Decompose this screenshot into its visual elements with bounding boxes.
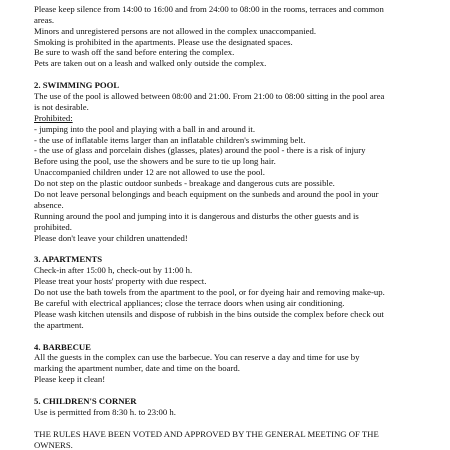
- general-rule-line: Please keep silence from 14:00 to 16:00 and from 24:00 to 08:00 in the rooms, terraces and common: [34, 3, 384, 14]
- general-rule-line: Smoking is prohibited in the apartments. Please use the designated spaces.: [34, 36, 293, 47]
- pool-rule-line: Do not leave personal belongings and beach equipment on the sunbeds and around the pool in your: [34, 189, 379, 200]
- apartments-rule-line: Please wash kitchen utensils and dispose of rubbish in the bins outside the complex before check out: [34, 308, 384, 319]
- section-spacer: [34, 418, 424, 429]
- general-rule-line: Minors and unregistered persons are not allowed in the complex unaccompanied.: [34, 25, 317, 36]
- barbecue-rule-line: marking the apartment number, date and time on the board.: [34, 363, 240, 374]
- pool-rule-line: Unaccompanied children under 12 are not allowed to use the pool.: [34, 167, 265, 178]
- apartments-rule-line: Do not use the bath towels from the apartment to the pool, or for dyeing hair and removing make-up.: [34, 287, 385, 298]
- closing-line: THE RULES HAVE BEEN VOTED AND APPROVED BY THE GENERAL MEETING OF THE: [34, 428, 379, 439]
- section-heading-childrens-corner: 5. CHILDREN'S CORNER: [34, 395, 137, 406]
- prohibited-label: Prohibited:: [34, 112, 73, 123]
- section-heading-apartments: 3. APARTMENTS: [34, 254, 103, 265]
- apartments-rule-line: Be careful with electrical appliances; close the terrace doors when using air conditioning.: [34, 297, 345, 308]
- general-rules-section: [34, 4, 424, 69]
- pool-rule-line: Running around the pool and jumping into it is dangerous and disturbs the other guests and is: [34, 210, 359, 221]
- house-rules-document: [34, 0, 424, 450]
- section-spacer: [34, 69, 424, 80]
- pool-rule-line: Do not step on the plastic outdoor sunbeds - breakage and dangerous cuts are possible.: [34, 178, 335, 189]
- apartments-rule-line: Check-in after 15:00 h, check-out by 11:00 h.: [34, 265, 193, 276]
- pool-intro-line: The use of the pool is allowed between 08:00 and 21:00. From 21:00 to 08:00 sitting in the pool area: [34, 91, 385, 102]
- pool-rule-line: - jumping into the pool and playing with a ball in and around it.: [34, 123, 256, 134]
- section-spacer: [34, 243, 424, 254]
- childrens-corner-rule-line: Use is permitted from 8:30 h. to 23:00 h.: [34, 406, 176, 417]
- apartments-section: [34, 254, 424, 330]
- section-spacer: [34, 331, 424, 342]
- swimming-pool-section: [34, 80, 424, 243]
- section-spacer: [34, 385, 424, 396]
- apartments-rule-line: Please treat your hosts' property with due respect.: [34, 276, 207, 287]
- pool-rule-line: - the use of inflatable items larger than an inflatable children's swimming belt.: [34, 134, 306, 145]
- closing-line: OWNERS.: [34, 439, 73, 450]
- general-rule-line: Pets are taken out on a leash and walked only outside the complex.: [34, 58, 267, 69]
- pool-rule-line: absence.: [34, 199, 64, 210]
- pool-rule-line: Before using the pool, use the showers and be sure to tie up long hair.: [34, 156, 276, 167]
- closing-statement: [34, 429, 424, 450]
- barbecue-section: [34, 342, 424, 386]
- general-rule-line: areas.: [34, 14, 55, 25]
- pool-rule-line: - the use of glass and porcelain dishes (glasses, plates) around the pool - there is a risk of injury: [34, 145, 366, 156]
- section-heading-barbecue: 4. BARBECUE: [34, 341, 91, 352]
- section-heading-swimming-pool: 2. SWIMMING POOL: [34, 80, 120, 91]
- barbecue-rule-line: Please keep it clean!: [34, 374, 106, 385]
- general-rule-line: Be sure to wash off the sand before entering the complex.: [34, 47, 235, 58]
- pool-rule-line: Please don't leave your children unattended!: [34, 232, 188, 243]
- pool-rule-line: prohibited.: [34, 221, 72, 232]
- pool-intro-line: is not desirable.: [34, 101, 89, 112]
- barbecue-rule-line: All the guests in the complex can use the barbecue. You can reserve a day and time for use by: [34, 352, 360, 363]
- apartments-rule-line: the apartment.: [34, 319, 84, 330]
- childrens-corner-section: [34, 396, 424, 418]
